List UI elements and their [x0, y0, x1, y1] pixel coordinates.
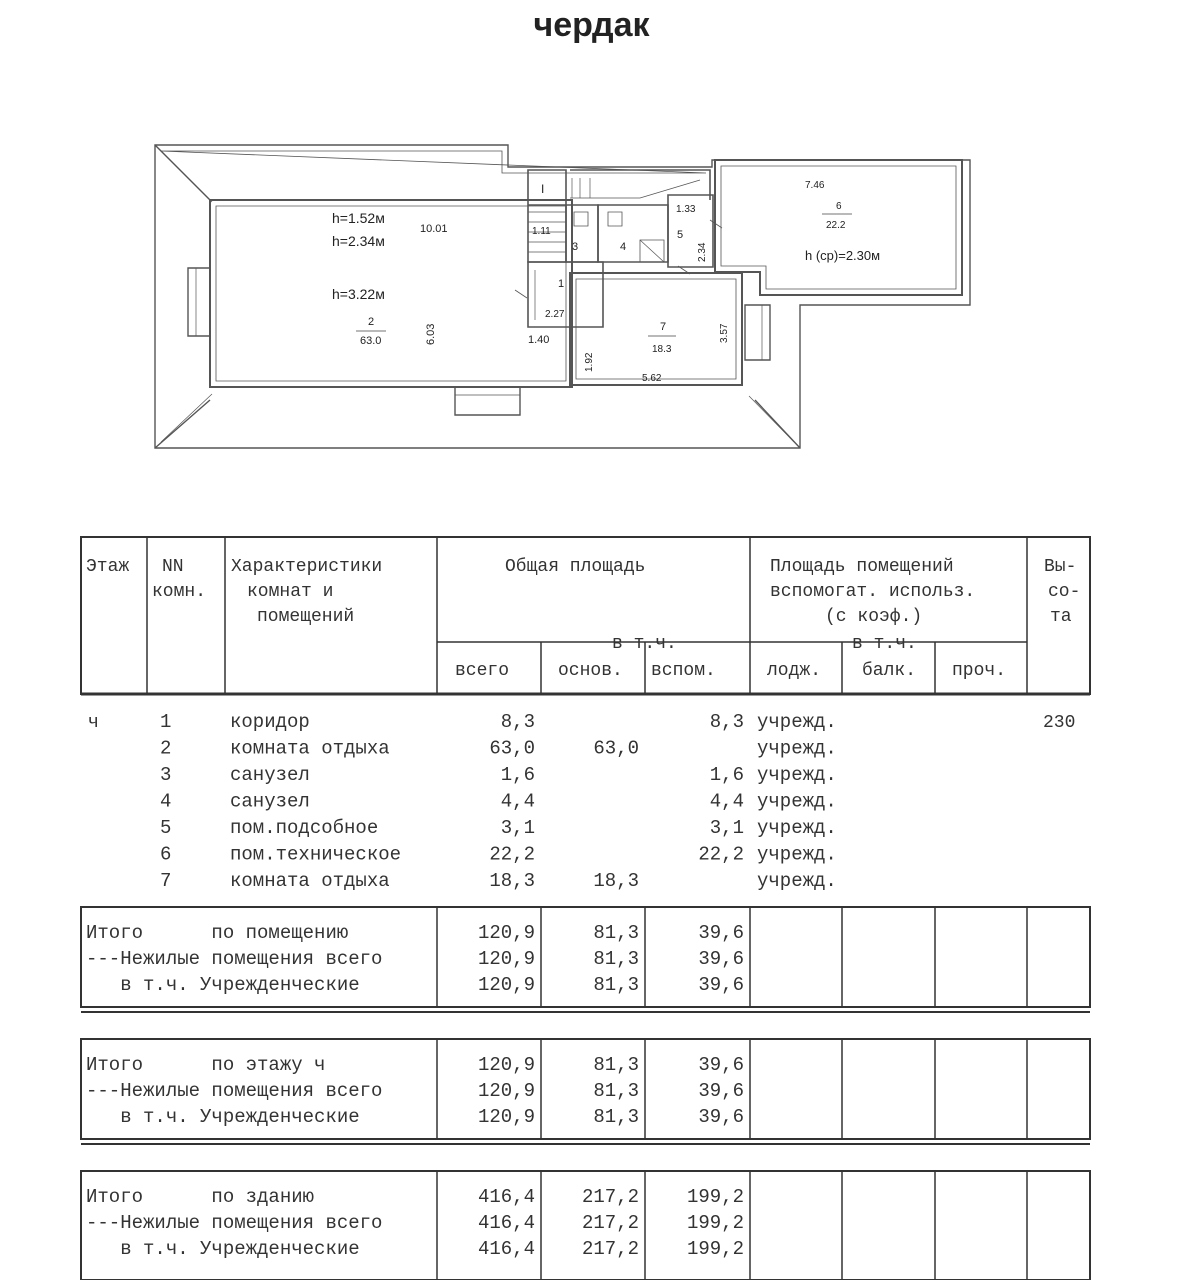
- room-name: санузел: [230, 790, 310, 813]
- stair-label: I: [541, 182, 545, 196]
- room-name: коридор: [230, 711, 310, 733]
- summary-total: 416,4: [477, 1186, 535, 1208]
- room-type: учрежд.: [757, 711, 837, 733]
- dim-10-01: 10.01: [420, 223, 448, 235]
- area-table: [81, 537, 1090, 1280]
- summary-main: 81,3: [593, 1106, 639, 1128]
- header-floor: Этаж: [86, 557, 130, 577]
- header-osnov: основ.: [558, 661, 623, 681]
- dim-3-57: 3.57: [719, 323, 730, 343]
- header-aux-3: (с коэф.): [825, 607, 923, 627]
- summary-aux: 199,2: [686, 1186, 744, 1208]
- stair-block: [528, 170, 566, 262]
- room-total-area: 22,2: [489, 843, 535, 866]
- room-aux-area: 8,3: [709, 711, 744, 733]
- summary-aux: 39,6: [698, 948, 744, 970]
- room-6-area: 22.2: [826, 220, 846, 231]
- dim-1-11: 1.11: [532, 226, 551, 237]
- summary-total: 416,4: [477, 1238, 535, 1260]
- table-header: [86, 556, 1080, 681]
- summary-label: в т.ч. Учрежденческие: [86, 1238, 360, 1260]
- room-total-area: 4,4: [500, 790, 535, 813]
- room-total-area: 1,6: [500, 764, 535, 786]
- summary-label: ---Нежилые помещения всего: [86, 1212, 383, 1234]
- room-type: учрежд.: [757, 870, 837, 892]
- room-aux-area: 1,6: [709, 764, 744, 786]
- summary-main: 217,2: [581, 1212, 639, 1234]
- summary-label: ---Нежилые помещения всего: [86, 1080, 383, 1102]
- summary-label: в т.ч. Учрежденческие: [86, 1106, 360, 1128]
- header-char-3: помещений: [257, 607, 355, 627]
- room-total-area: 18,3: [489, 870, 535, 892]
- room-total-area: 8,3: [500, 711, 535, 733]
- header-nn: NN: [162, 557, 184, 577]
- room-2-number: 2: [368, 316, 375, 328]
- header-balk: балк.: [862, 661, 917, 681]
- summary-total: 120,9: [477, 948, 535, 970]
- header-lodzh: лодж.: [767, 661, 822, 681]
- room-6-height: h (ср)=2.30м: [805, 248, 881, 263]
- height-label-2: h=2.34м: [332, 233, 385, 249]
- room-name: пом.техническое: [230, 843, 402, 866]
- floor-plan: [155, 145, 970, 448]
- room-3: [566, 205, 598, 262]
- room-aux-area: 4,4: [709, 790, 744, 813]
- room-name: пом.подсобное: [230, 817, 379, 839]
- plan-labels: [332, 180, 880, 384]
- summary-total: 120,9: [477, 1106, 535, 1128]
- header-incl-2: в т.ч.: [852, 634, 917, 654]
- height-label-3: h=3.22м: [332, 286, 385, 302]
- height-value: 230: [1043, 713, 1076, 733]
- room-3-number: 3: [572, 241, 579, 253]
- summary-main: 81,3: [593, 922, 639, 944]
- room-7-number: 7: [660, 321, 667, 333]
- summary-aux: 39,6: [698, 1106, 744, 1128]
- room-5-number: 5: [677, 229, 684, 241]
- room-name: санузел: [230, 764, 310, 786]
- summary-total: 120,9: [477, 922, 535, 944]
- room-4: [598, 205, 668, 262]
- window-left: [188, 268, 210, 336]
- header-aux-2: вспомогат. использ.: [770, 582, 976, 602]
- summary-aux: 39,6: [698, 1054, 744, 1076]
- window-bottom: [455, 387, 520, 415]
- room-total-area: 3,1: [500, 817, 535, 839]
- room-number: 2: [160, 737, 172, 760]
- room-2: [210, 200, 572, 387]
- room-type: учрежд.: [757, 843, 837, 866]
- header-vspom: вспом.: [651, 661, 716, 681]
- dim-6-03: 6.03: [425, 323, 437, 345]
- summary-main: 81,3: [593, 974, 639, 996]
- header-char-1: Характеристики: [231, 557, 383, 577]
- summary-total: 416,4: [477, 1212, 535, 1234]
- summary-label: Итого по этажу ч: [86, 1054, 326, 1076]
- page-title: чердак: [533, 6, 650, 44]
- header-proch: проч.: [952, 661, 1007, 681]
- room-number: 1: [160, 711, 172, 733]
- dim-1-92: 1.92: [584, 352, 595, 372]
- summary-main: 217,2: [581, 1238, 639, 1260]
- dim-5-62: 5.62: [642, 373, 662, 384]
- dim-2-27: 2.27: [545, 309, 565, 320]
- header-height-2: со-: [1048, 582, 1081, 602]
- summary-total: 120,9: [477, 1054, 535, 1076]
- room-total-area: 63,0: [489, 737, 535, 760]
- room-type: учрежд.: [757, 790, 837, 813]
- dim-1-33: 1.33: [676, 204, 696, 215]
- room-number: 3: [160, 764, 172, 786]
- room-6-number: 6: [836, 201, 842, 212]
- summary-aux: 39,6: [698, 974, 744, 996]
- dim-2-34: 2.34: [697, 242, 708, 262]
- room-4-number: 4: [620, 241, 627, 253]
- room-number: 5: [160, 817, 172, 839]
- header-total-area: Общая площадь: [505, 557, 646, 577]
- room-aux-area: 3,1: [709, 817, 744, 839]
- summary-main: 81,3: [593, 1054, 639, 1076]
- room-7: [570, 273, 742, 385]
- window-right: [745, 305, 770, 360]
- summary-total: 120,9: [477, 974, 535, 996]
- summary-main: 81,3: [593, 1080, 639, 1102]
- summary-label: ---Нежилые помещения всего: [86, 948, 383, 970]
- room-type: учрежд.: [757, 737, 837, 760]
- summary-aux: 39,6: [698, 922, 744, 944]
- height-label-1: h=1.52м: [332, 210, 385, 226]
- room-type: учрежд.: [757, 764, 837, 786]
- room-name: комната отдыха: [230, 870, 390, 892]
- room-name: комната отдыха: [230, 737, 390, 760]
- room-number: 7: [160, 870, 172, 892]
- summary-aux: 39,6: [698, 1080, 744, 1102]
- header-komn: комн.: [152, 582, 207, 602]
- room-type: учрежд.: [757, 817, 837, 839]
- summary-label: Итого по помещению: [86, 922, 349, 944]
- room-main-area: 63,0: [593, 737, 639, 760]
- dim-7-46: 7.46: [805, 180, 825, 191]
- room-1-number: 1: [558, 278, 565, 290]
- header-aux-1: Площадь помещений: [770, 557, 954, 577]
- room-aux-area: 22,2: [698, 843, 744, 866]
- summary-total: 120,9: [477, 1080, 535, 1102]
- room-1: [528, 262, 603, 327]
- summary-main: 81,3: [593, 948, 639, 970]
- header-height-1: Вы-: [1044, 557, 1077, 577]
- summary-label: в т.ч. Учрежденческие: [86, 974, 360, 996]
- summary-main: 217,2: [581, 1186, 639, 1208]
- room-main-area: 18,3: [593, 870, 639, 892]
- roof-outline: [155, 145, 970, 448]
- room-number: 6: [160, 843, 172, 866]
- summary-label: Итого по зданию: [86, 1186, 315, 1208]
- room-number: 4: [160, 790, 172, 813]
- summary-aux: 199,2: [686, 1212, 744, 1234]
- room-rows: [160, 711, 837, 892]
- summary-aux: 199,2: [686, 1238, 744, 1260]
- floor-code: ч: [88, 713, 99, 733]
- room-2-area: 63.0: [360, 335, 382, 347]
- dim-1-40: 1.40: [528, 334, 550, 346]
- header-height-3: та: [1050, 607, 1072, 627]
- header-vsego: всего: [455, 661, 510, 681]
- header-char-2: комнат и: [247, 582, 334, 602]
- header-incl: в т.ч.: [612, 634, 677, 654]
- room-7-area: 18.3: [652, 344, 672, 355]
